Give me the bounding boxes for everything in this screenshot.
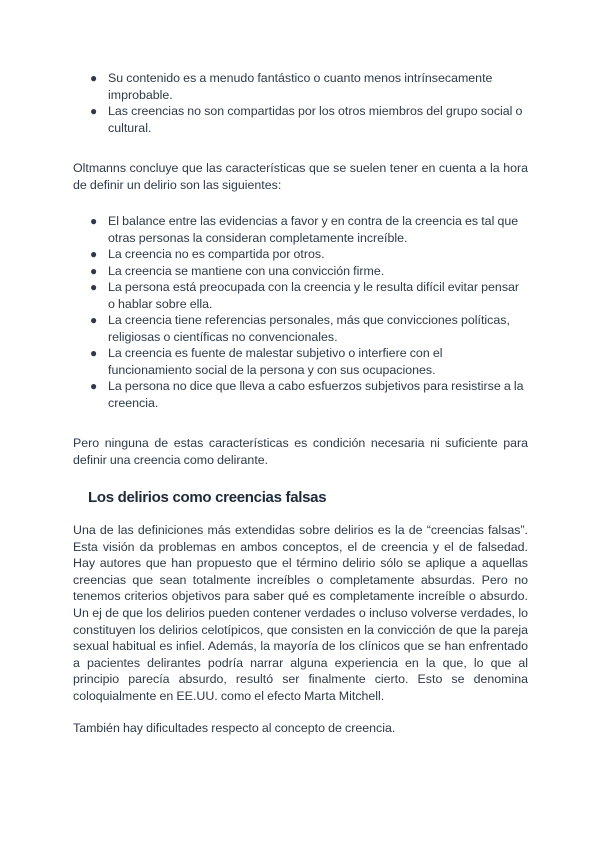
bullet-icon: ● [90,71,98,85]
bullet-icon: ● [90,379,98,393]
bullet-icon: ● [90,346,98,360]
list-item: ● La persona no dice que lleva a cabo esfuerzos subjetivos para resistirse a la creencia. [90,379,524,410]
intro-paragraph: Oltmanns concluye que las características que se suelen tener en cuenta a la hora de definir un delirio son las siguientes: [73,161,528,192]
list-item: ● La creencia no es compartida por otros. [90,247,325,261]
bullet-icon: ● [90,280,98,294]
bullet-icon: ● [90,104,98,118]
list-item: ● Las creencias no son compartidas por los otros miembros del grupo social o cultural. [90,104,523,135]
final-paragraph: También hay dificultades respecto al concepto de creencia. [73,721,396,735]
conclusion-paragraph: Pero ninguna de estas características es condición necesaria ni suficiente para definir una creencia como delirante. [73,436,528,467]
bullet-icon: ● [90,214,98,228]
bullet-icon: ● [90,247,98,261]
list-item: ● La creencia tiene referencias personales, más que convicciones políticas, religiosas o científicas no convencionales. [90,313,510,344]
bullet-list-top [73,70,528,136]
bullet-icon: ● [90,263,98,278]
list-item: ● La creencia se mantiene con una convicción firme. [90,263,385,278]
list-item: ● Su contenido es a menudo fantástico o cuanto menos intrínsecamente improbable. [90,71,493,102]
body-paragraph: Una de las definiciones más extendidas sobre delirios es la de “creencias falsas”. Esta visión da problemas en ambos conceptos, el de creencia y el de falsedad. Hay autores que han propuesto que el término delirio sólo se aplique a aquellas creencias que sean totalmente increíbles o completamente absurdas. Pero no tenemos criterios objetivos para saber qué es completamente increíble o absurdo. Un ej de que los delirios pueden contener verdades o incluso volverse verdades, lo constituyen los delirios celotípicos, que consisten en la convicción de que la pareja sexual habitual es infiel. Además, la mayoría de los clínicos que se han enfrentado a pacientes delirantes podría narrar alguna experiencia en la que, lo que al principio parecía absurdo, resultó ser finalmente cierto. Esto se denomina coloquialmente en EE.UU. como el efecto Marta Mitchell. [73,523,528,703]
list-item: ● La creencia es fuente de malestar subjetivo o interfiere con el funcionamiento social de la persona y con sus ocupaciones. [90,346,443,377]
list-item: ● La persona está preocupada con la creencia y le resulta difícil evitar pensar o hablar sobre ella. [90,280,520,311]
bullet-icon: ● [90,313,98,327]
bullet-list-main [73,213,528,411]
section-heading: Los delirios como creencias falsas [88,489,327,506]
list-item: ● El balance entre las evidencias a favor y en contra de la creencia es tal que otras personas la consideran completamente increíble. [90,214,519,245]
